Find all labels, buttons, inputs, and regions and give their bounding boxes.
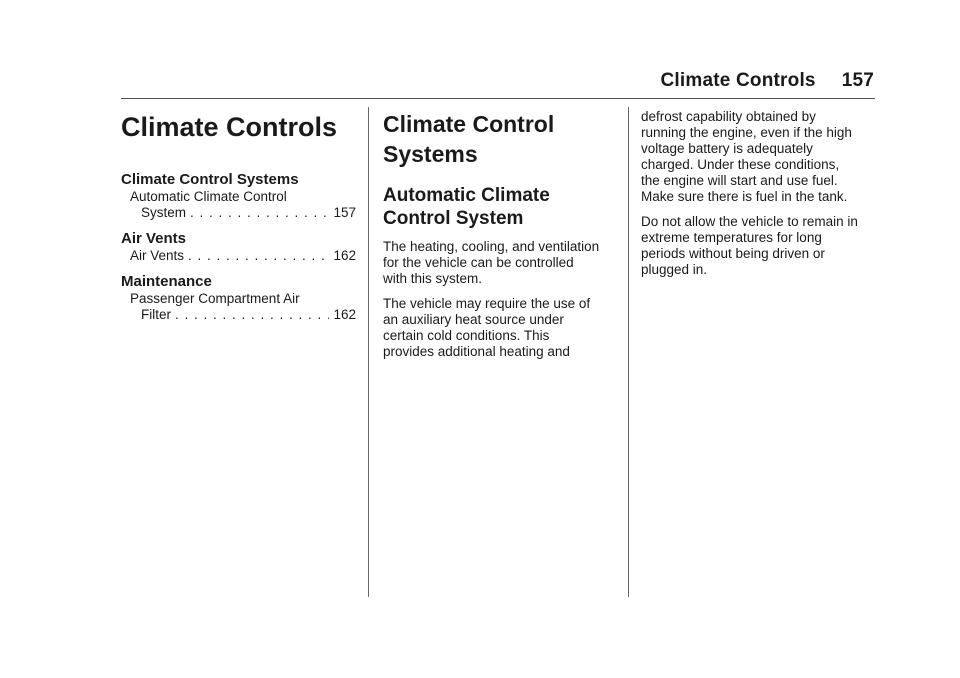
body-paragraph: [641, 214, 877, 278]
toc-entry-title: Passenger Compartment Air: [130, 291, 300, 307]
toc-leader-dots: [188, 248, 329, 264]
text-line: extreme temperatures for long: [641, 230, 822, 245]
chapter-title: Climate Controls: [121, 112, 338, 142]
text-line: charged. Under these conditions,: [641, 157, 840, 172]
chapter-toc: [121, 104, 356, 323]
body-paragraph: [383, 239, 615, 287]
text-line: provides additional heating and: [383, 344, 570, 359]
toc-entry-title: Automatic Climate Control: [130, 189, 287, 205]
header-rule: [121, 98, 875, 99]
text-line: an auxiliary heat source under: [383, 312, 564, 327]
column-divider-2: [628, 107, 629, 597]
column-divider-1: [368, 107, 369, 597]
toc-section-heading: Maintenance: [121, 273, 212, 291]
toc-section-heading: Climate Control Systems: [121, 171, 299, 189]
section-heading-line: Climate Control: [383, 111, 555, 137]
toc-entry-page: 162: [333, 248, 356, 264]
header-section-title: Climate Controls: [660, 70, 816, 91]
text-line: The vehicle may require the use of: [383, 296, 591, 311]
subsection-heading: [383, 184, 615, 230]
toc-entry[interactable]: [121, 291, 356, 323]
section-heading-line: Systems: [383, 141, 478, 167]
toc-leader-dots: [190, 205, 329, 221]
text-line: plugged in.: [641, 262, 708, 277]
toc-leader-dots: [175, 307, 329, 323]
toc-entry-title: Air Vents: [130, 248, 185, 264]
text-line: periods without being driven or: [641, 246, 825, 261]
text-line: The heating, cooling, and ventilation: [383, 239, 600, 254]
text-line: voltage battery is adequately: [641, 141, 813, 156]
toc-entry-title-cont: System: [141, 205, 187, 221]
text-line: with this system.: [383, 271, 483, 286]
text-line: for the vehicle can be controlled: [383, 255, 574, 270]
subsection-heading-line: Automatic Climate: [383, 185, 550, 206]
section-heading: [383, 109, 615, 169]
main-column-1: [383, 104, 615, 360]
toc-entry[interactable]: [121, 248, 356, 264]
toc-entry-page: 157: [333, 205, 356, 221]
running-header: [660, 70, 874, 92]
toc-section-heading: Air Vents: [121, 230, 187, 248]
text-line: certain cold conditions. This: [383, 328, 550, 343]
toc-entry[interactable]: [121, 189, 356, 221]
page-number: 157: [841, 70, 874, 91]
text-line: the engine will start and use fuel.: [641, 173, 838, 188]
toc-entry-title-cont: Filter: [141, 307, 171, 323]
text-line: Make sure there is fuel in the tank.: [641, 189, 848, 204]
main-column-2: [641, 109, 877, 278]
subsection-heading-line: Control System: [383, 208, 524, 229]
text-line: defrost capability obtained by: [641, 109, 816, 124]
body-paragraph: [383, 296, 615, 360]
text-line: Do not allow the vehicle to remain in: [641, 214, 858, 229]
text-line: running the engine, even if the high: [641, 125, 852, 140]
toc-entry-page: 162: [333, 307, 356, 323]
body-paragraph-continued: [641, 109, 877, 205]
